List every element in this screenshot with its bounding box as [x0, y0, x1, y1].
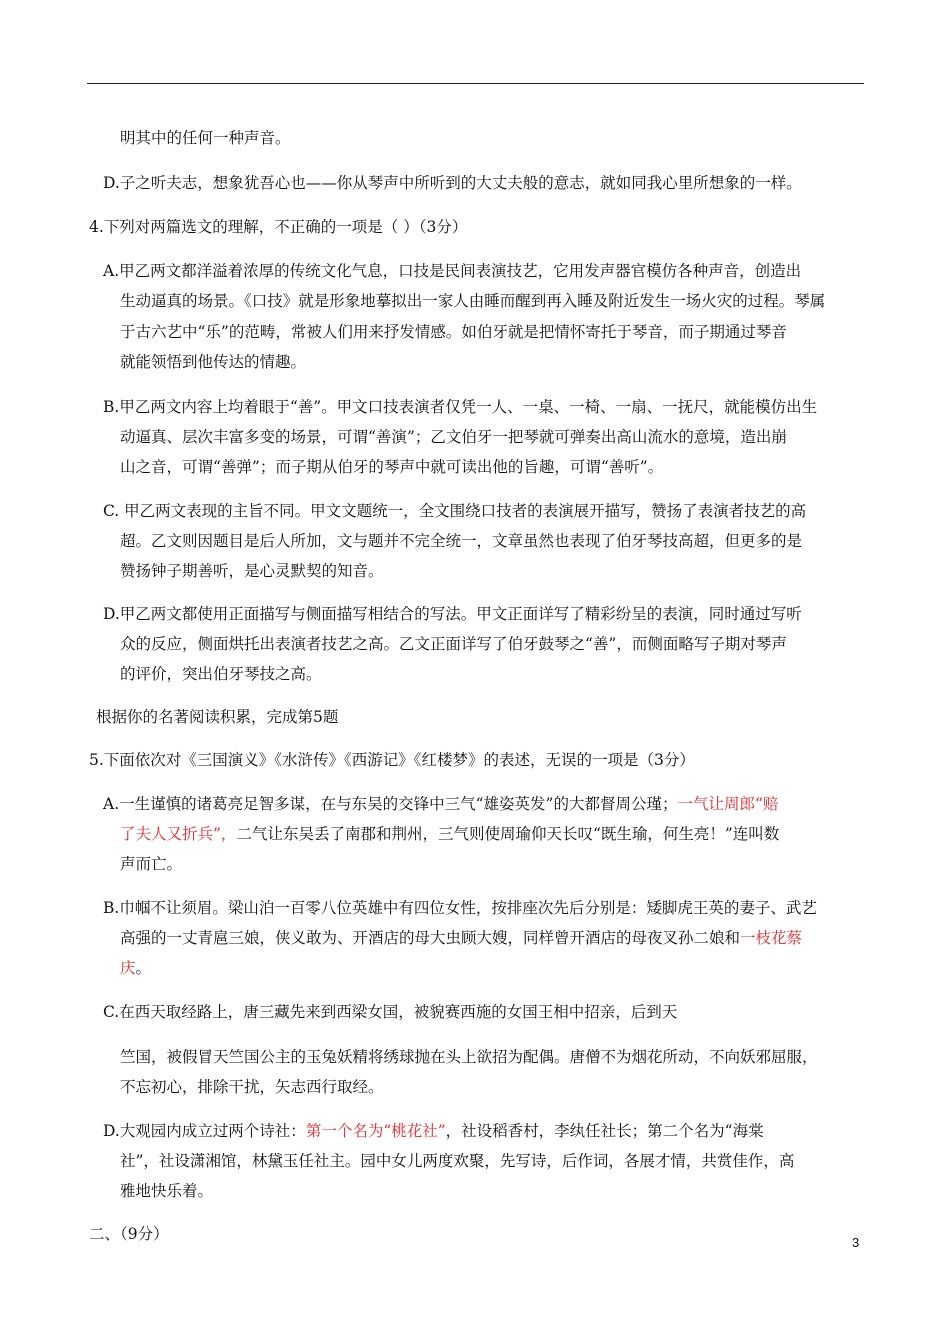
q5-intro: 根据你的名著阅读积累，完成第5题: [96, 708, 339, 726]
q5-option-b-period: 。: [135, 959, 152, 977]
q4-option-d-line2: 众的反应，侧面烘托出表演者技艺之高。乙文正面详写了伯牙鼓琴之“善”，而侧面略写子期对琴声: [120, 635, 787, 653]
q4-option-a-line3: 于古六艺中“乐”的范畴，常被人们用来抒发情感。如伯牙就是把情怀寄托于琴音，而子期通过琴音: [120, 323, 787, 341]
q4-option-a-line4: 就能领悟到他传达的情趣。: [120, 353, 307, 371]
q5-option-d-text-cont: ，社设稻香村，李纨任社长；第二个名为“海棠: [445, 1122, 764, 1140]
q5-option-c-line2: 竺国，被假冒天竺国公主的玉兔妖精将绣球抛在头上欲招为配偶。唐僧不为烟花所动，不向妖邪屈服，: [120, 1048, 818, 1066]
q5-option-a-line1: [103, 793, 778, 815]
q5-option-c-line3: 不忘初心，排除干扰，矢志西行取经。: [120, 1078, 384, 1096]
q5-option-a-highlight: 一气让周郎“赔: [677, 795, 779, 813]
q5-option-c-line1: C.在西天取经路上，唐三藏先来到西梁女国，被貌赛西施的女国王相中招亲，后到天: [103, 1003, 678, 1021]
q5-option-a-line2: [120, 823, 779, 845]
q4-option-c-line2: 超。乙文则因题目是后人所加，文与题并不完全统一，文章虽然也表现了伯牙琴技高超，但更多的是: [120, 532, 803, 550]
q5-option-b-highlight: 一枝花蔡: [740, 929, 803, 947]
q4-option-c-line1: C. 甲乙两文表现的主旨不同。甲文文题统一，全文围绕口技者的表演展开描写，赞扬了表演者技艺的高: [103, 502, 807, 520]
q4-option-d-line3: 的评价，突出伯牙琴技之高。: [120, 665, 322, 683]
q5-option-b-line1: B.巾帼不让须眉。梁山泊一百零八位英雄中有四位女性，按排座次先后分别是：矮脚虎王英的妻子、武艺: [103, 899, 817, 917]
q5-option-b-text: 高强的一丈青扈三娘，侠义敢为、开酒店的母大虫顾大嫂，同样曾开酒店的母夜叉孙二娘和: [120, 929, 741, 947]
section-2-heading: 二、（9分）: [89, 1225, 169, 1243]
q3-option-d: D.子之听夫志，想象犹吾心也——你从琴声中所听到的大丈夫般的意志，就如同我心里所想象的一样。: [103, 174, 802, 192]
header-rule: [87, 83, 864, 84]
q3-option-c-tail: 明其中的任何一种声音。: [120, 129, 291, 147]
q4-option-d-line1: D.甲乙两文都使用正面描写与侧面描写相结合的写法。甲文正面详写了精彩纷呈的表演，同时通过写听: [103, 605, 802, 623]
q5-option-d-line2: 社”，社设潇湘馆，林黛玉任社主。园中女儿两度欢聚，先写诗，后作词，各展才情，共赏佳作，高: [120, 1152, 795, 1170]
q4-option-b-line1: B.甲乙两文内容上均着眼于“善”。甲文口技表演者仅凭一人、一桌、一椅、一扇、一抚尺，就能模仿出生: [103, 398, 818, 416]
q5-option-a-text-cont: 二气让东吴丢了南郡和荆州，三气则使周瑜仰天长叹“既生瑜，何生亮！”连叫数: [236, 825, 780, 843]
q5-option-b-line3: [120, 957, 151, 979]
page-number: 3: [852, 1235, 860, 1250]
q5-option-d-line3: 雅地快乐着。: [120, 1182, 214, 1200]
q5-option-d-highlight: 第一个名为“桃花社”: [305, 1122, 446, 1140]
q4-option-a-line2: 生动逼真的场景。《口技》就是形象地摹拟出一家人由睡而醒到再入睡及附近发生一场火灾的过程。琴属: [120, 292, 826, 310]
q5-option-a-highlight-cont: 了夫人又折兵”，: [120, 825, 237, 843]
q4-option-c-line3: 赞扬钟子期善听，是心灵默契的知音。: [120, 562, 384, 580]
q5-option-b-line2: [120, 927, 802, 949]
q4-option-a-line1: A.甲乙两文都洋溢着浓厚的传统文化气息，口技是民间表演技艺，它用发声器官模仿各种声音，创造出: [103, 262, 802, 280]
q4-option-b-line2: 动逼真、层次丰富多变的场景，可谓“善演”；乙文伯牙一把琴就可弹奏出高山流水的意境，造出崩: [120, 428, 787, 446]
q5-option-b-highlight-cont: 庆: [120, 959, 136, 977]
q5-option-a-text: A.一生谨慎的诸葛亮足智多谋，在与东吴的交锋中三气“雄姿英发”的大都督周公瑾；: [103, 795, 678, 813]
q4-option-b-line3: 山之音，可谓“善弹”；而子期从伯牙的琴声中就可读出他的旨趣，可谓“善听”。: [120, 458, 664, 476]
q5-option-d-text: D.大观园内成立过两个诗社：: [103, 1122, 306, 1140]
q5-option-a-line3: 声而亡。: [120, 855, 183, 873]
q5-option-d-line1: [103, 1120, 764, 1142]
q5-stem: 5.下面依次对《三国演义》《水浒传》《西游记》《红楼梦》的表述，无误的一项是（3分）: [89, 751, 695, 769]
q4-stem: 4.下列对两篇选文的理解，不正确的一项是（ ）（3分）: [89, 218, 468, 236]
